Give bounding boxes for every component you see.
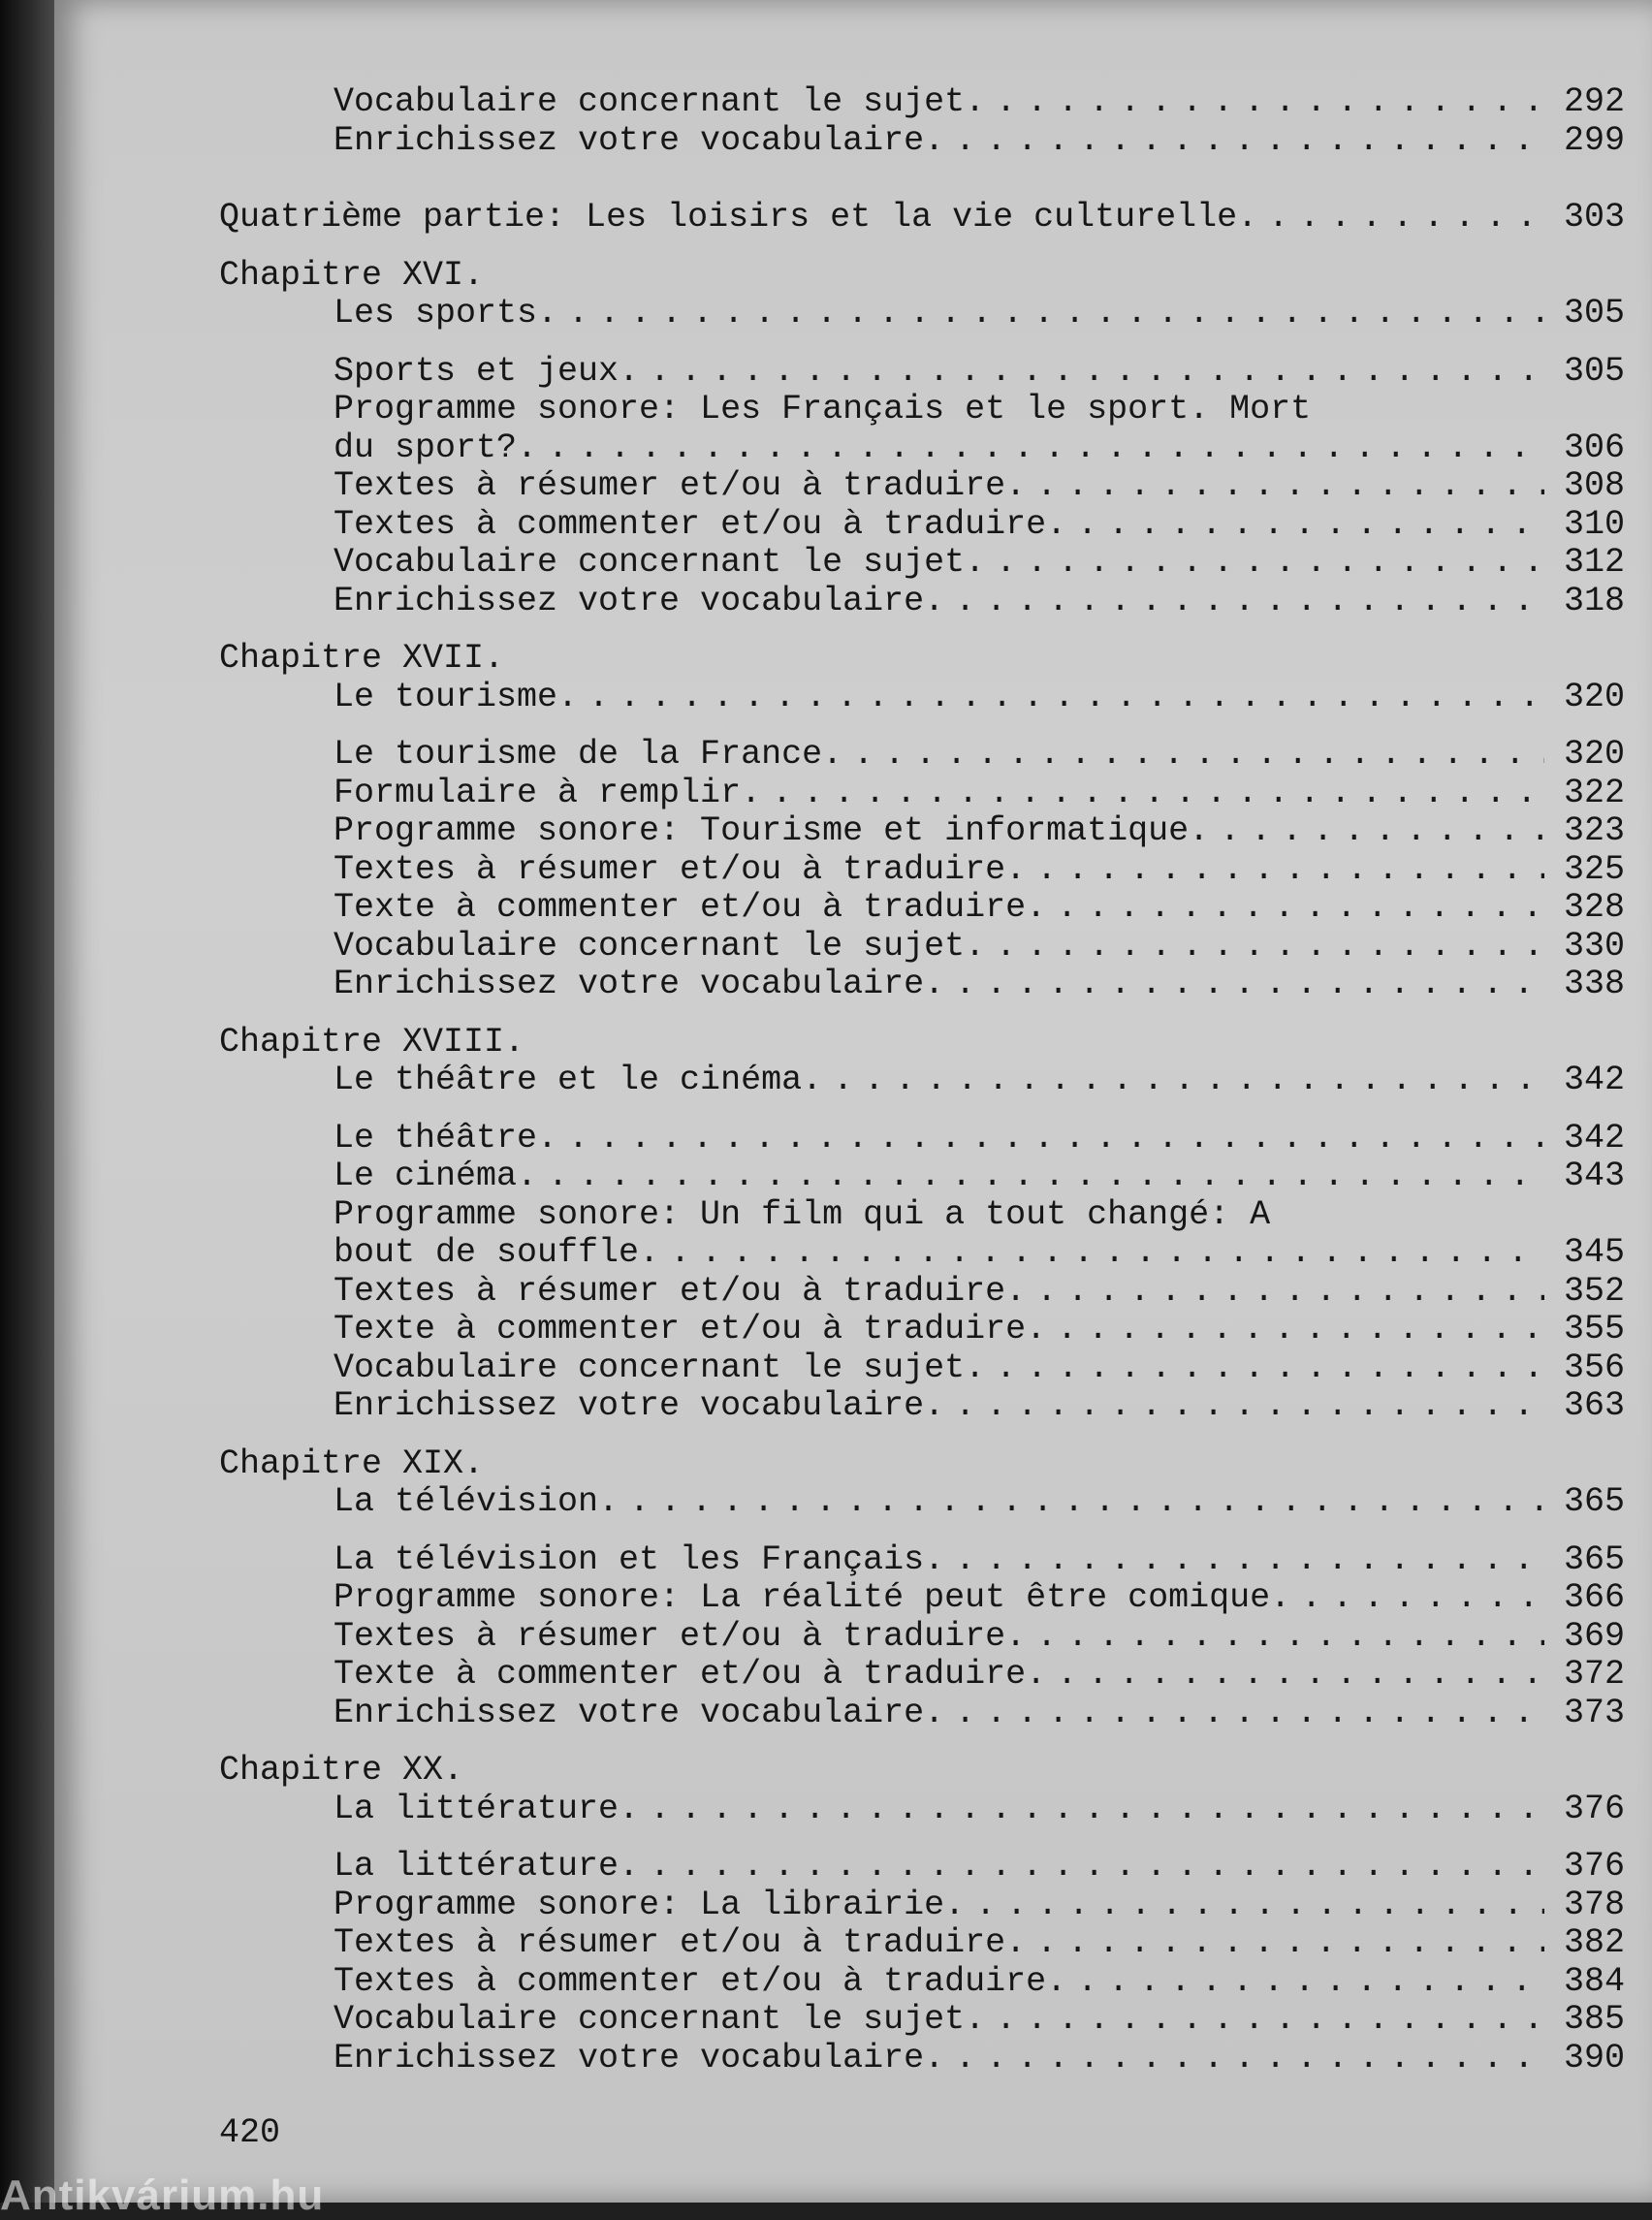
dot-leader (1005, 851, 1544, 890)
dot-leader (1005, 467, 1544, 506)
dot-leader (741, 775, 1544, 813)
toc-entry: Texte à commenter et/ou à traduire . . . 355 (219, 1311, 1625, 1349)
toc-entry: Textes à résumer et/ou à traduire . . . 308 (219, 467, 1625, 506)
dot-leader (639, 1234, 1544, 1273)
dot-leader (924, 122, 1544, 161)
table-of-contents (219, 83, 1625, 2077)
dot-leader (1026, 889, 1544, 928)
page-number: 420 (219, 2113, 281, 2152)
dot-leader (822, 736, 1544, 775)
toc-entry: Sports et jeux . . . 305 (219, 353, 1625, 392)
dot-leader (965, 544, 1544, 583)
chapter-main-entry: Le théâtre et le cinéma . . . 342 (219, 1062, 1625, 1100)
toc-entry: Enrichissez votre vocabulaire . . . 363 (219, 1387, 1625, 1426)
toc-entry: Enrichissez votre vocabulaire . . . 299 (219, 122, 1625, 161)
dot-leader (517, 1158, 1544, 1196)
dot-leader (1005, 1273, 1544, 1312)
toc-entry: bout de souffle . . . 345 (219, 1234, 1625, 1273)
dot-leader (924, 1695, 1544, 1733)
toc-entry: Enrichissez votre vocabulaire . . . 318 (219, 583, 1625, 621)
dot-leader (537, 295, 1544, 333)
dot-leader (802, 1062, 1544, 1100)
chapter-heading: Chapitre XIX. (219, 1443, 485, 1483)
chapter-heading: Chapitre XVII. (219, 639, 505, 678)
dot-leader (1237, 199, 1544, 238)
dot-leader (537, 1120, 1544, 1158)
dot-leader (1005, 1924, 1544, 1963)
dot-leader (1026, 1311, 1544, 1349)
dot-leader (517, 429, 1544, 468)
toc-entry: Textes à commenter et/ou à traduire . . . 384 (219, 1963, 1625, 2002)
toc-entry: Vocabulaire concernant le sujet . . . 292 (219, 83, 1625, 122)
toc-entry: Le tourisme de la France . . . 320 (219, 736, 1625, 775)
dot-leader (1005, 1618, 1544, 1657)
dot-leader (1026, 1656, 1544, 1695)
toc-entry: Programme sonore: La réalité peut être comique . . . 366 (219, 1579, 1625, 1618)
toc-entry: Vocabulaire concernant le sujet . . . 330 (219, 928, 1625, 967)
toc-entry: Le cinéma . . . 343 (219, 1158, 1625, 1196)
dot-leader (965, 928, 1544, 967)
chapter-main-entry: La littérature . . . 376 (219, 1791, 1625, 1829)
toc-entry: Textes à résumer et/ou à traduire . . . 325 (219, 851, 1625, 890)
toc-entry: Programme sonore: Tourisme et informatique . . . 323 (219, 812, 1625, 851)
chapter-main-entry: La télévision . . . 365 (219, 1483, 1625, 1522)
toc-entry: Formulaire à remplir . . . 322 (219, 775, 1625, 813)
dot-leader (598, 1483, 1544, 1522)
dot-leader (944, 1887, 1544, 1925)
dot-leader (924, 583, 1544, 621)
toc-entry: La télévision et les Français . . . 365 (219, 1541, 1625, 1580)
dot-leader (924, 1541, 1544, 1580)
toc-entry: Vocabulaire concernant le sujet . . . 385 (219, 2001, 1625, 2040)
toc-entry: La littérature . . . 376 (219, 1848, 1625, 1887)
toc-entry: Textes à résumer et/ou à traduire . . . 369 (219, 1618, 1625, 1657)
chapter-heading: Chapitre XVI. (219, 255, 485, 295)
chapter-heading: Chapitre XVIII. (219, 1022, 525, 1062)
dot-leader (557, 679, 1544, 717)
dot-leader (924, 2040, 1544, 2078)
toc-entry: Vocabulaire concernant le sujet . . . 312 (219, 544, 1625, 583)
dot-leader (924, 1387, 1544, 1426)
chapter-heading: Chapitre XX. (219, 1751, 464, 1790)
toc-entry-line1: Programme sonore: Un film qui a tout changé: A (334, 1194, 1271, 1234)
toc-entry: du sport? . . . 306 (219, 429, 1625, 468)
toc-entry: Vocabulaire concernant le sujet . . . 356 (219, 1349, 1625, 1388)
toc-entry: Programme sonore: La librairie . . . 378 (219, 1887, 1625, 1925)
toc-entry: Enrichissez votre vocabulaire . . . 373 (219, 1695, 1625, 1733)
dot-leader (965, 1349, 1544, 1388)
toc-entry: Textes à résumer et/ou à traduire . . . 382 (219, 1924, 1625, 1963)
toc-entry: Textes à résumer et/ou à traduire . . . 352 (219, 1273, 1625, 1312)
dot-leader (1189, 812, 1544, 851)
toc-entry: Texte à commenter et/ou à traduire . . . 372 (219, 1656, 1625, 1695)
chapter-main-entry: Le tourisme . . . 320 (219, 679, 1625, 717)
dot-leader (1046, 1963, 1544, 2002)
toc-entry: Enrichissez votre vocabulaire . . . 338 (219, 966, 1625, 1004)
toc-part-heading: Quatrième partie: Les loisirs et la vie culturelle . . . 303 (219, 199, 1625, 238)
toc-entry: Le théâtre . . . 342 (219, 1120, 1625, 1158)
dot-leader (1270, 1579, 1544, 1618)
chapter-main-entry: Les sports . . . 305 (219, 295, 1625, 333)
toc-entry-line1: Programme sonore: Les Français et le sport. Mort (334, 390, 1312, 428)
book-spine-shadow (0, 0, 54, 2203)
dot-leader (965, 83, 1544, 122)
dot-leader (619, 1848, 1544, 1887)
toc-entry: Texte à commenter et/ou à traduire . . . 328 (219, 889, 1625, 928)
dot-leader (619, 353, 1544, 392)
dot-leader (1046, 506, 1544, 545)
toc-entry: Textes à commenter et/ou à traduire . . . 310 (219, 506, 1625, 545)
toc-entry: Enrichissez votre vocabulaire . . . 390 (219, 2040, 1625, 2078)
dot-leader (965, 2001, 1544, 2040)
dot-leader (619, 1791, 1544, 1829)
watermark: Antikvárium.hu (0, 2172, 325, 2219)
dot-leader (924, 966, 1544, 1004)
